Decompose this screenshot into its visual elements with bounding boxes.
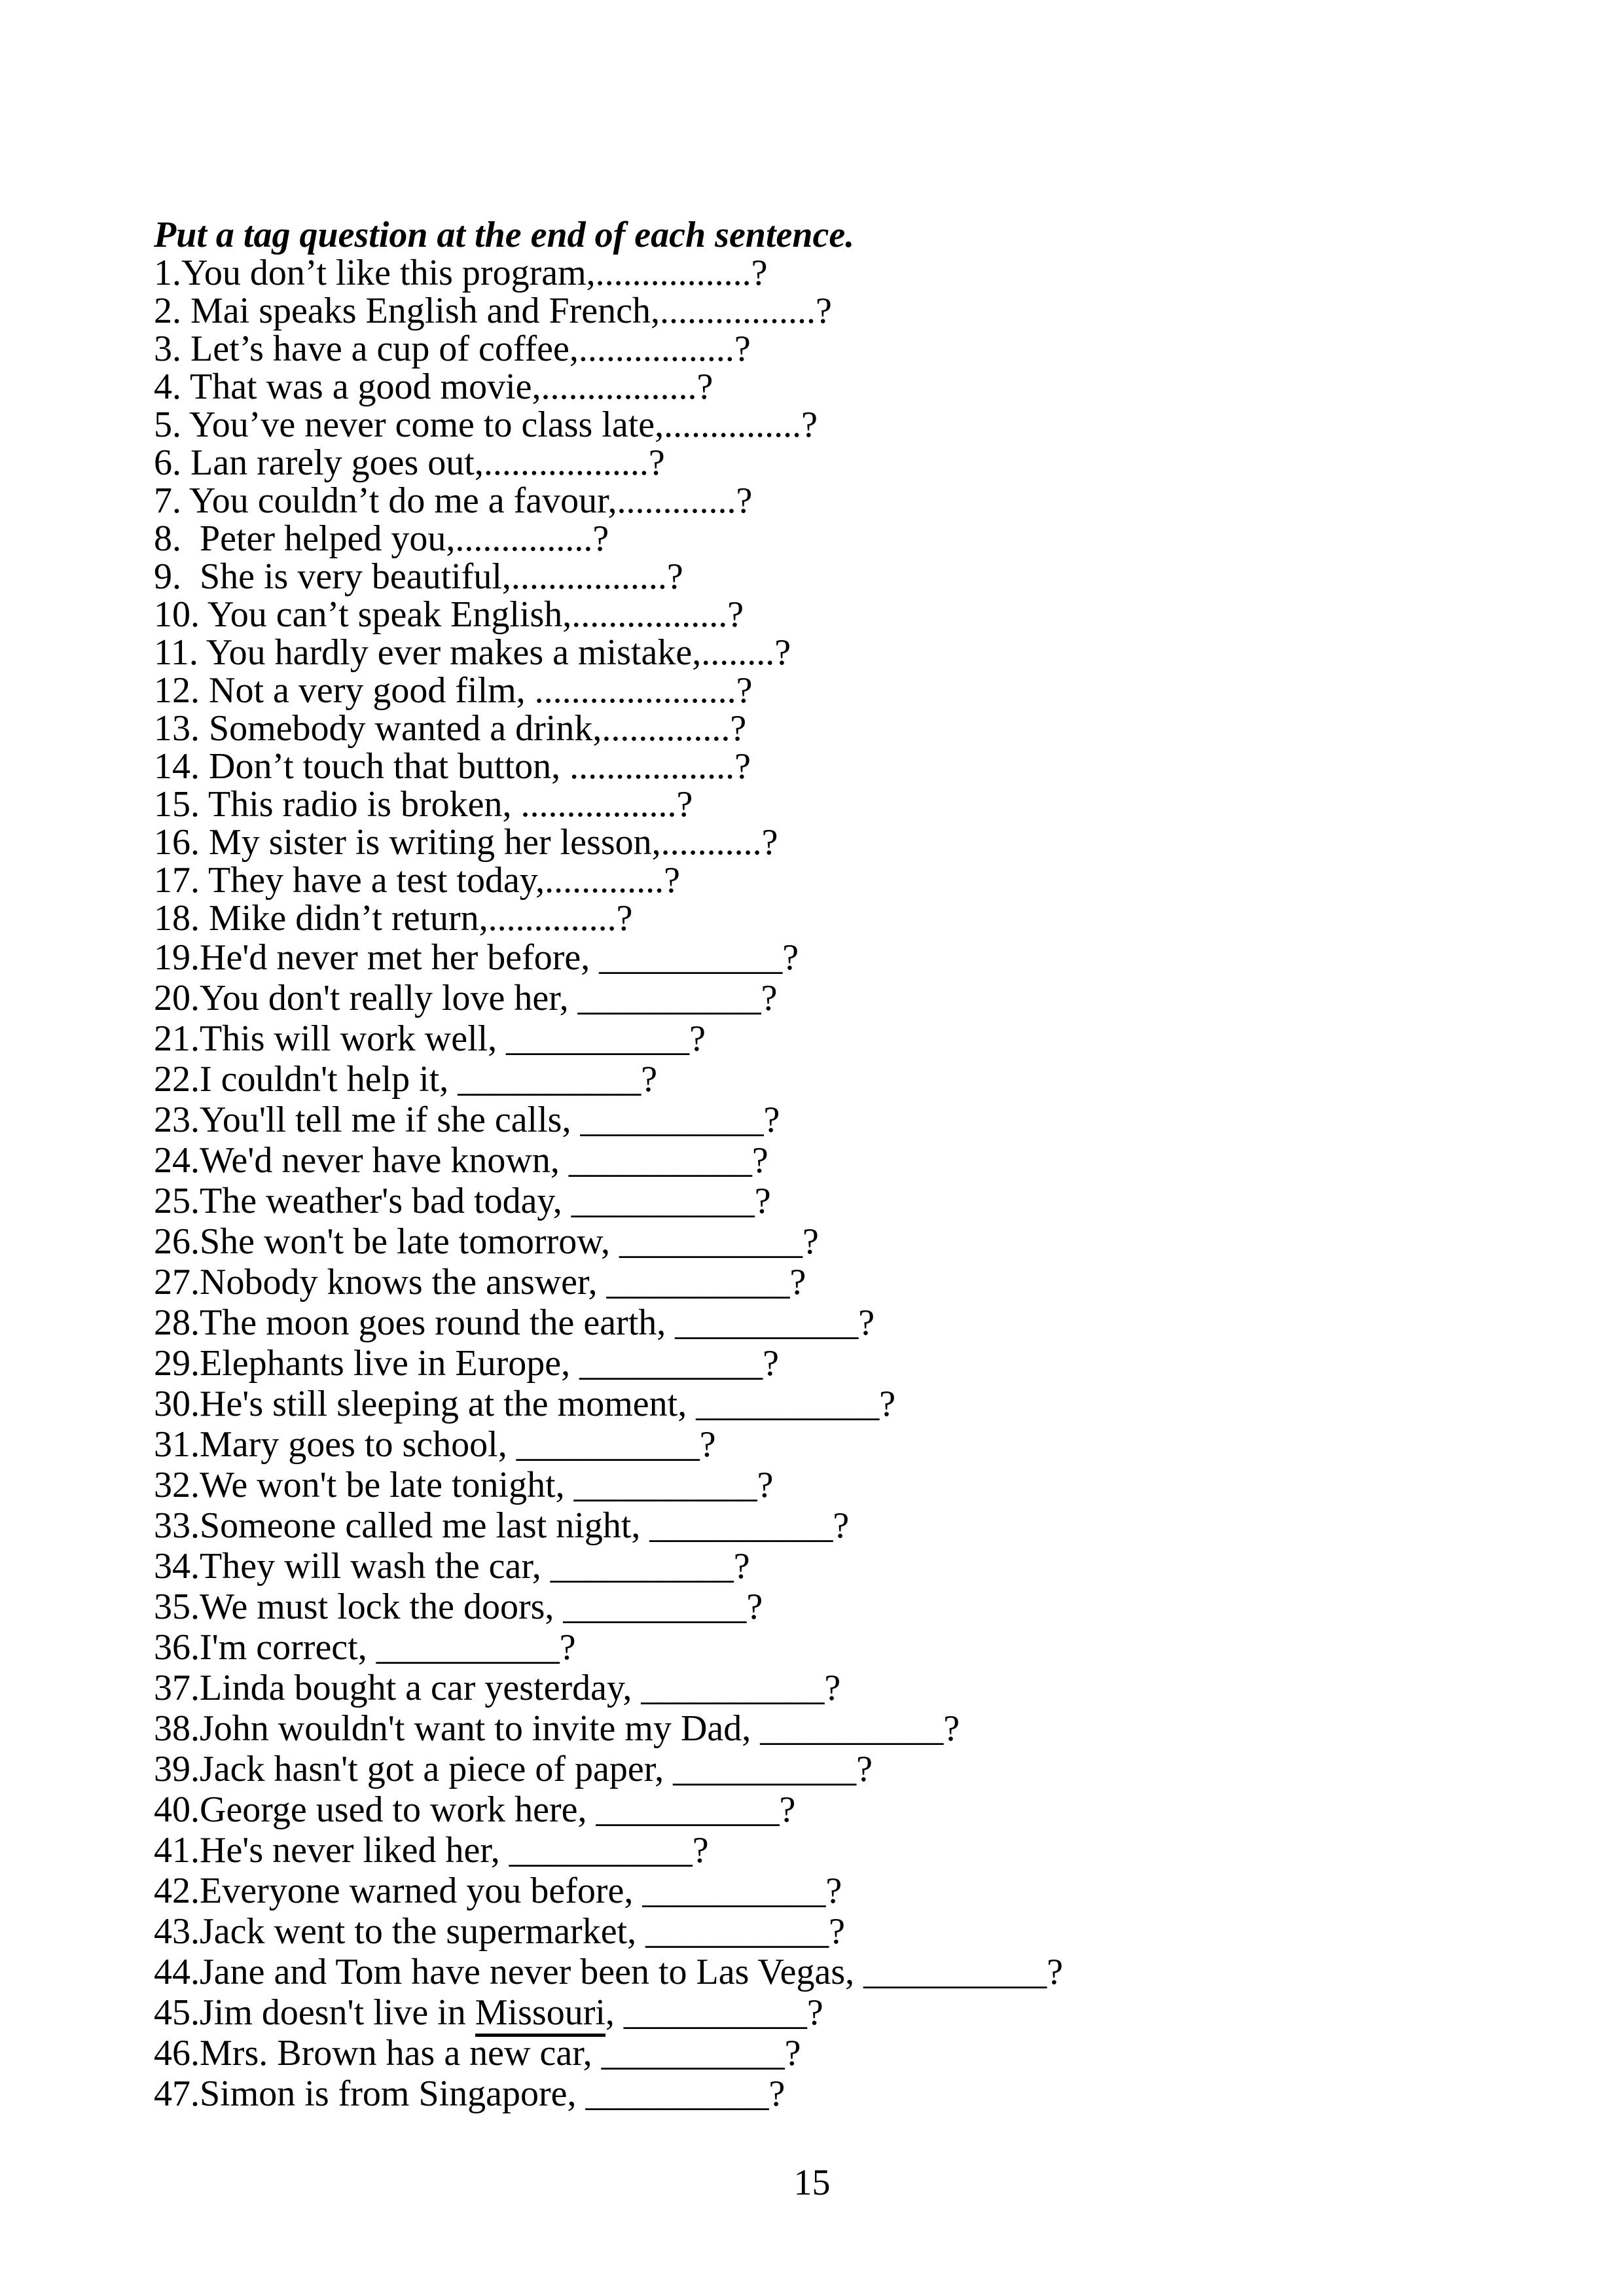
sentence-suffix: , __________? (605, 1992, 823, 2033)
sentence-line: 10. You can’t speak English,.................? (154, 594, 744, 635)
sentence-line: 36.I'm correct, __________? (154, 1627, 576, 1668)
sentence-line: 19.He'd never met her before, __________? (154, 937, 799, 978)
sentence-line: 7. You couldn’t do me a favour,.............? (154, 480, 753, 521)
sentence-line: 16. My sister is writing her lesson,...........? (154, 822, 778, 863)
sentence-line: 41.He's never liked her, __________? (154, 1830, 709, 1871)
sentence-line: 46.Mrs. Brown has a new car, __________? (154, 2033, 801, 2073)
sentence-line: 21.This will work well, __________? (154, 1018, 706, 1059)
sentence-line: 14. Don’t touch that button, ..................? (154, 746, 751, 787)
sentence-line: 43.Jack went to the supermarket, __________? (154, 1911, 845, 1952)
dotted-sentence-section (154, 216, 1063, 937)
sentence-line: 3. Let’s have a cup of coffee,.................? (154, 329, 751, 369)
sentence-line: 33.Someone called me last night, __________? (154, 1505, 850, 1546)
sentence-line (154, 1992, 1063, 2033)
sentence-prefix: 45.Jim doesn't live in (154, 1992, 475, 2033)
sentence-line: 27.Nobody knows the answer, __________? (154, 1262, 806, 1302)
sentence-line: 38.John wouldn't want to invite my Dad, __________? (154, 1708, 960, 1749)
sentence-line: 39.Jack hasn't got a piece of paper, __________? (154, 1749, 873, 1789)
sentence-line: 2. Mai speaks English and French,.................? (154, 291, 832, 331)
underlined-word: Missouri (475, 1992, 605, 2037)
sentence-line: 34.They will wash the car, __________? (154, 1546, 750, 1587)
sentence-line: 26.She won't be late tomorrow, __________? (154, 1221, 819, 1262)
sentence-line: 42.Everyone warned you before, __________? (154, 1871, 842, 1911)
sentence-line: 23.You'll tell me if she calls, __________? (154, 1100, 780, 1140)
sentence-line: 11. You hardly ever makes a mistake,........? (154, 632, 791, 673)
sentence-line: 13. Somebody wanted a drink,..............? (154, 708, 747, 749)
sentence-line: 12. Not a very good film, ......................? (154, 670, 753, 711)
sentence-line: 30.He's still sleeping at the moment, __________? (154, 1384, 896, 1424)
worksheet-body (154, 216, 1063, 2114)
sentence-line: 18. Mike didn’t return,..............? (154, 898, 633, 939)
sentence-line: 4. That was a good movie,.................? (154, 367, 713, 407)
blank-sentence-section (154, 937, 1063, 2114)
sentence-line: 40.George used to work here, __________? (154, 1789, 796, 1830)
sentence-line: 15. This radio is broken, .................? (154, 784, 693, 825)
sentence-line: 24.We'd never have known, __________? (154, 1140, 768, 1181)
sentence-line: 25.The weather's bad today, __________? (154, 1181, 771, 1221)
page-number: 15 (793, 2162, 831, 2203)
sentence-line: 1.You don’t like this program,.................? (154, 253, 768, 293)
sentence-line: 47.Simon is from Singapore, __________? (154, 2073, 785, 2114)
sentence-line: 6. Lan rarely goes out,..................? (154, 442, 665, 483)
sentence-line: 29.Elephants live in Europe, __________? (154, 1343, 779, 1384)
sentence-line: 44.Jane and Tom have never been to Las Vegas, __________? (154, 1952, 1063, 1992)
sentence-line: 20.You don't really love her, __________? (154, 978, 778, 1018)
sentence-line: 28.The moon goes round the earth, __________? (154, 1302, 875, 1343)
sentence-line: 17. They have a test today,.............? (154, 860, 681, 901)
sentence-line: 31.Mary goes to school, __________? (154, 1424, 716, 1465)
worksheet-title: Put a tag question at the end of each sentence. (154, 215, 855, 255)
sentence-line: 22.I couldn't help it, __________? (154, 1059, 658, 1100)
sentence-line: 35.We must lock the doors, __________? (154, 1587, 763, 1627)
sentence-line: 8. Peter helped you,...............? (154, 518, 609, 559)
sentence-line: 37.Linda bought a car yesterday, __________? (154, 1668, 841, 1708)
sentence-line: 5. You’ve never come to class late,...............? (154, 404, 818, 445)
sentence-line: 32.We won't be late tonight, __________? (154, 1465, 774, 1505)
sentence-line: 9. She is very beautiful,.................? (154, 556, 683, 597)
